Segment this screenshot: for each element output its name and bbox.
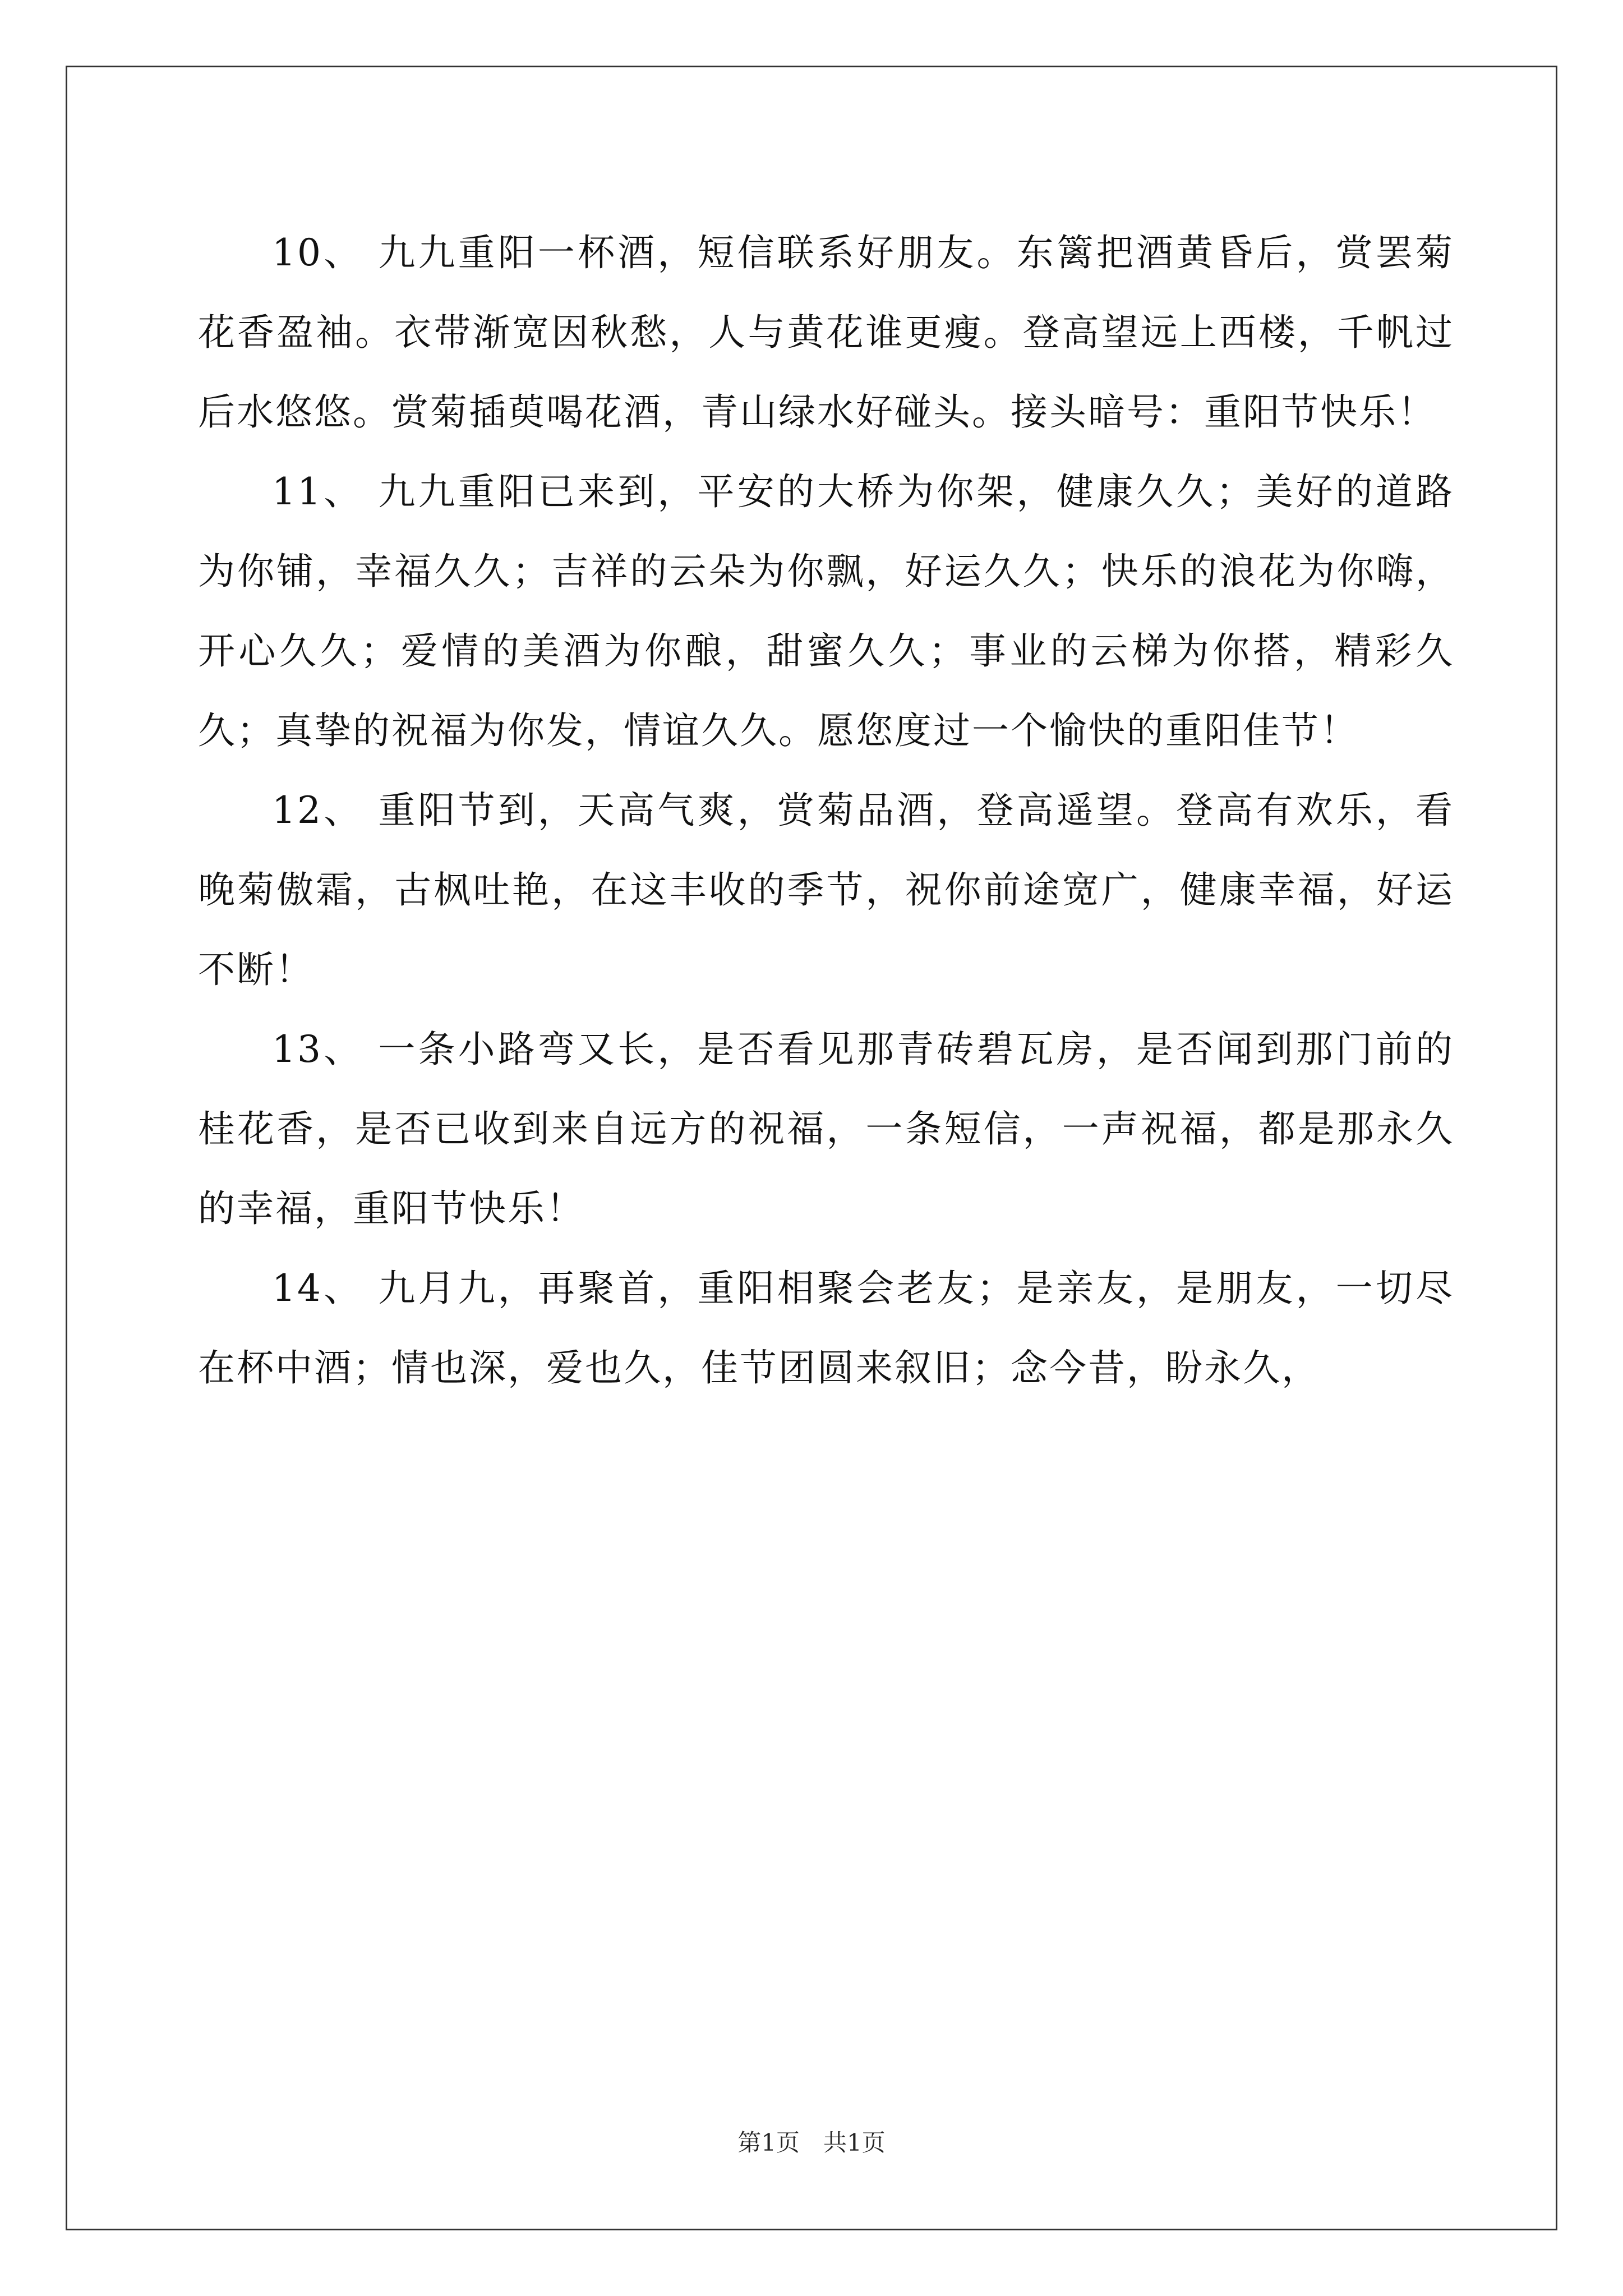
document-body: [198, 213, 1454, 1408]
paragraph-14: 14、 九月九，再聚首，重阳相聚会老友；是亲友，是朋友，一切尽在杯中酒；情也深，爱也久，佳节团圆来叙旧；念今昔，盼永久，: [198, 1267, 1454, 1389]
paragraph-11: 11、 九九重阳已来到，平安的大桥为你架，健康久久；美好的道路为你铺，幸福久久；吉祥的云朵为你飘，好运久久；快乐的浪花为你嗨，开心久久；爱情的美酒为你酿，甜蜜久久；事业的云梯为你搭，精彩久久；真挚的祝福为你发，情谊久久。愿您度过一个愉快的重阳佳节！: [198, 470, 1454, 752]
paragraph-13: 13、 一条小路弯又长，是否看见那青砖碧瓦房，是否闻到那门前的桂花香，是否已收到来自远方的祝福，一条短信，一声祝福，都是那永久的幸福，重阳节快乐！: [198, 1028, 1454, 1230]
paragraph-10: 10、 九九重阳一杯酒，短信联系好朋友。东篱把酒黄昏后，赏罢菊花香盈袖。衣带渐宽因秋愁，人与黄花谁更瘦。登高望远上西楼，千帆过后水悠悠。赏菊插萸喝花酒，青山绿水好碰头。接头暗号：重阳节快乐！: [198, 231, 1454, 434]
paragraph-12: 12、 重阳节到，天高气爽，赏菊品酒，登高遥望。登高有欢乐，看晚菊傲霜，古枫吐艳，在这丰收的季节，祝你前途宽广，健康幸福，好运不断！: [198, 789, 1454, 991]
page-number-footer: 第1页 共1页: [737, 2129, 886, 2156]
